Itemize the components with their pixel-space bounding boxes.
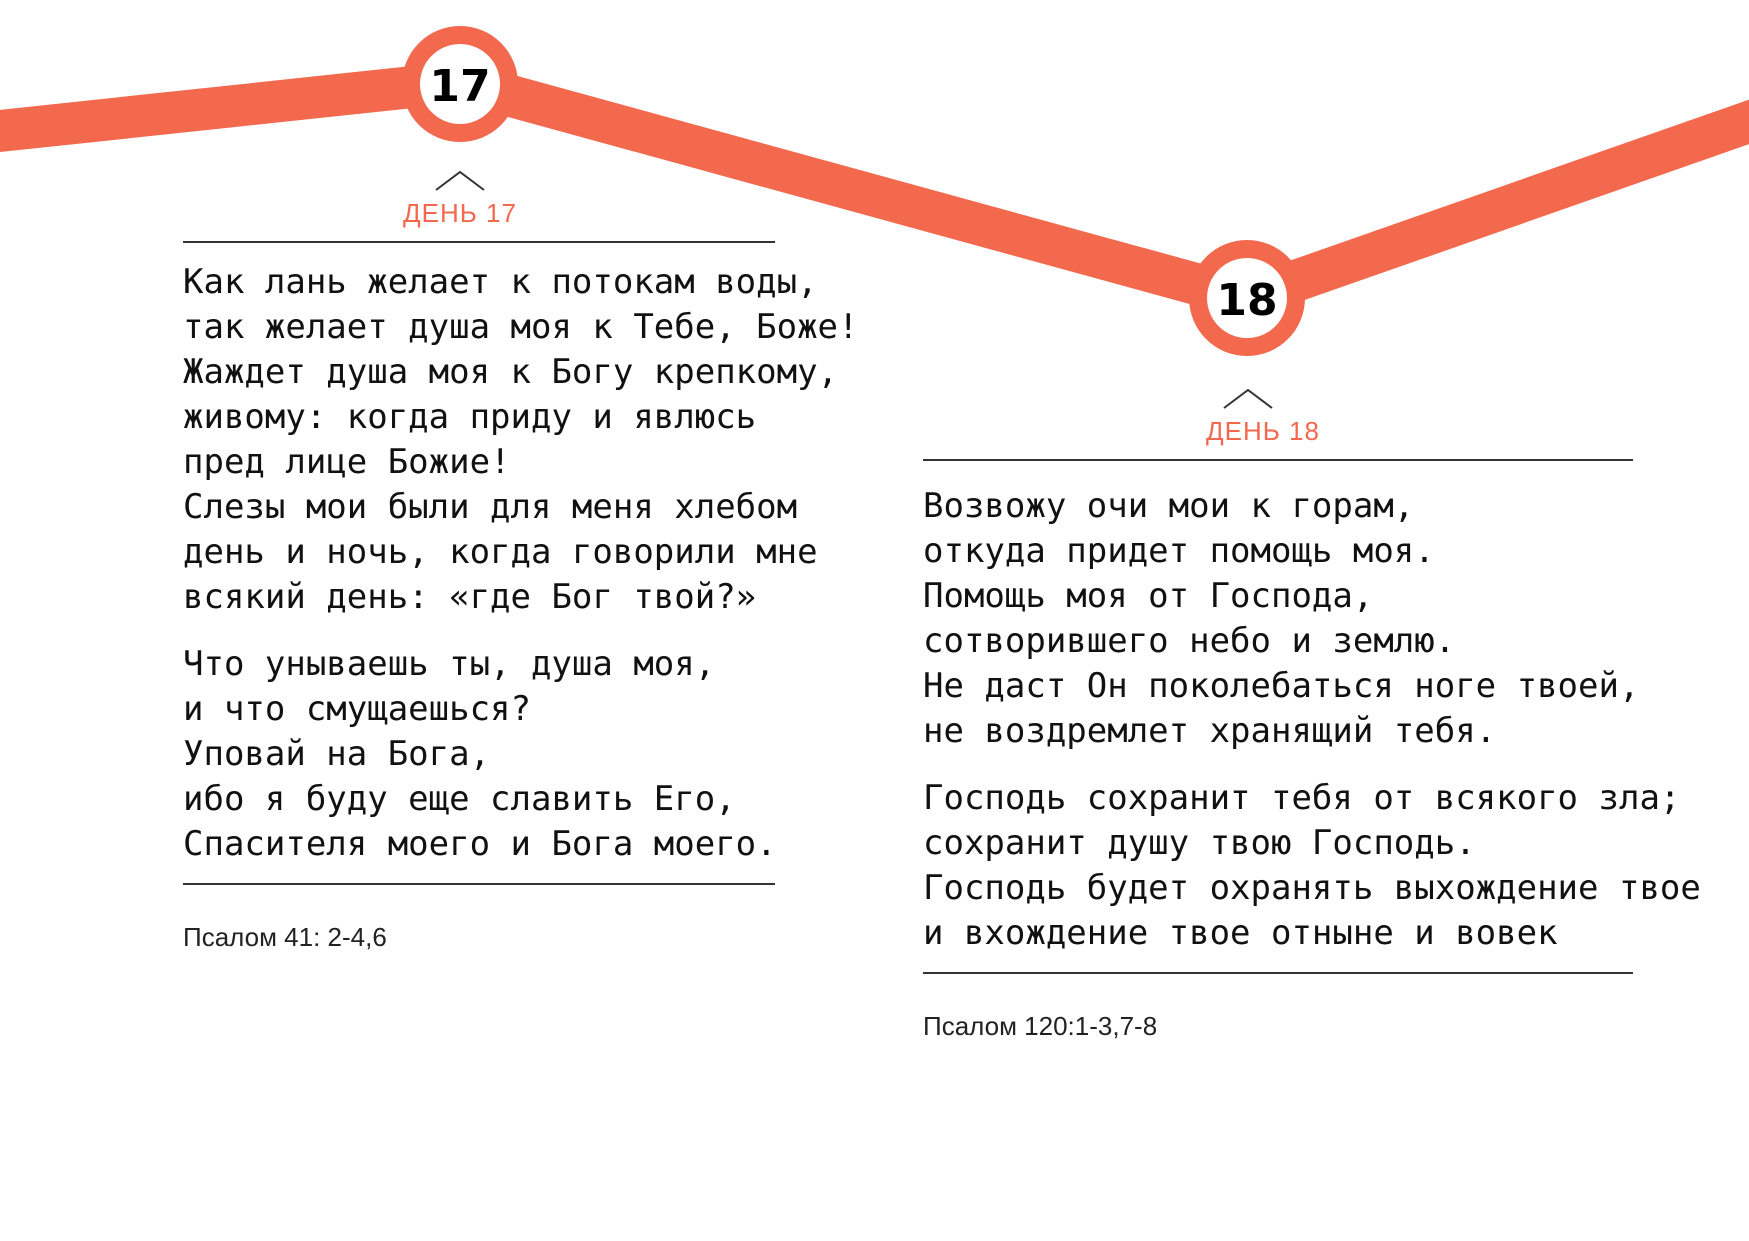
day-17-label: ДЕНЬ 17 [403, 198, 517, 228]
stanza-1: Как лань желает к потокам воды, так желает душа моя к Тебе, Боже! Жаждет душа моя к Богу крепкому, живому: когда приду и явлюсь пред лице Божие! Слезы мои были для меня хлебом день и ночь, когда говорили мне всякий день: «где Бог твой?» [183, 262, 859, 617]
day-18-number: 18 [1216, 275, 1278, 326]
psalm-reference: Псалом 120:1-3,7-8 [923, 1011, 1158, 1041]
stanza-2: Господь сохранит тебя от всякого зла; сохранит душу твою Господь. Господь будет охранять выхождение твое и вхождение твое отныне и вовек [923, 778, 1701, 953]
divider-top [923, 459, 1633, 461]
caret-up-icon [434, 168, 486, 192]
day-18-marker [1189, 240, 1305, 356]
day-17-marker [402, 26, 518, 142]
divider-bottom [183, 883, 775, 885]
divider-top [183, 241, 775, 243]
caret-up-icon [1222, 386, 1274, 410]
day-17-number: 17 [429, 61, 491, 112]
divider-bottom [923, 972, 1633, 974]
stanza-2: Что унываешь ты, душа моя, и что смущаешься? Уповай на Бога, ибо я буду еще славить Его, Спасителя моего и Бога моего. [183, 644, 777, 864]
stanza-1: Возвожу очи мои к горам, откуда придет помощь моя. Помощь моя от Господа, сотворившего небо и землю. Не даст Он поколебаться ноге твоей, не воздремлет хранящий тебя. [923, 486, 1640, 751]
day-18-label: ДЕНЬ 18 [1206, 416, 1320, 446]
psalm-reference: Псалом 41: 2-4,6 [183, 922, 387, 952]
